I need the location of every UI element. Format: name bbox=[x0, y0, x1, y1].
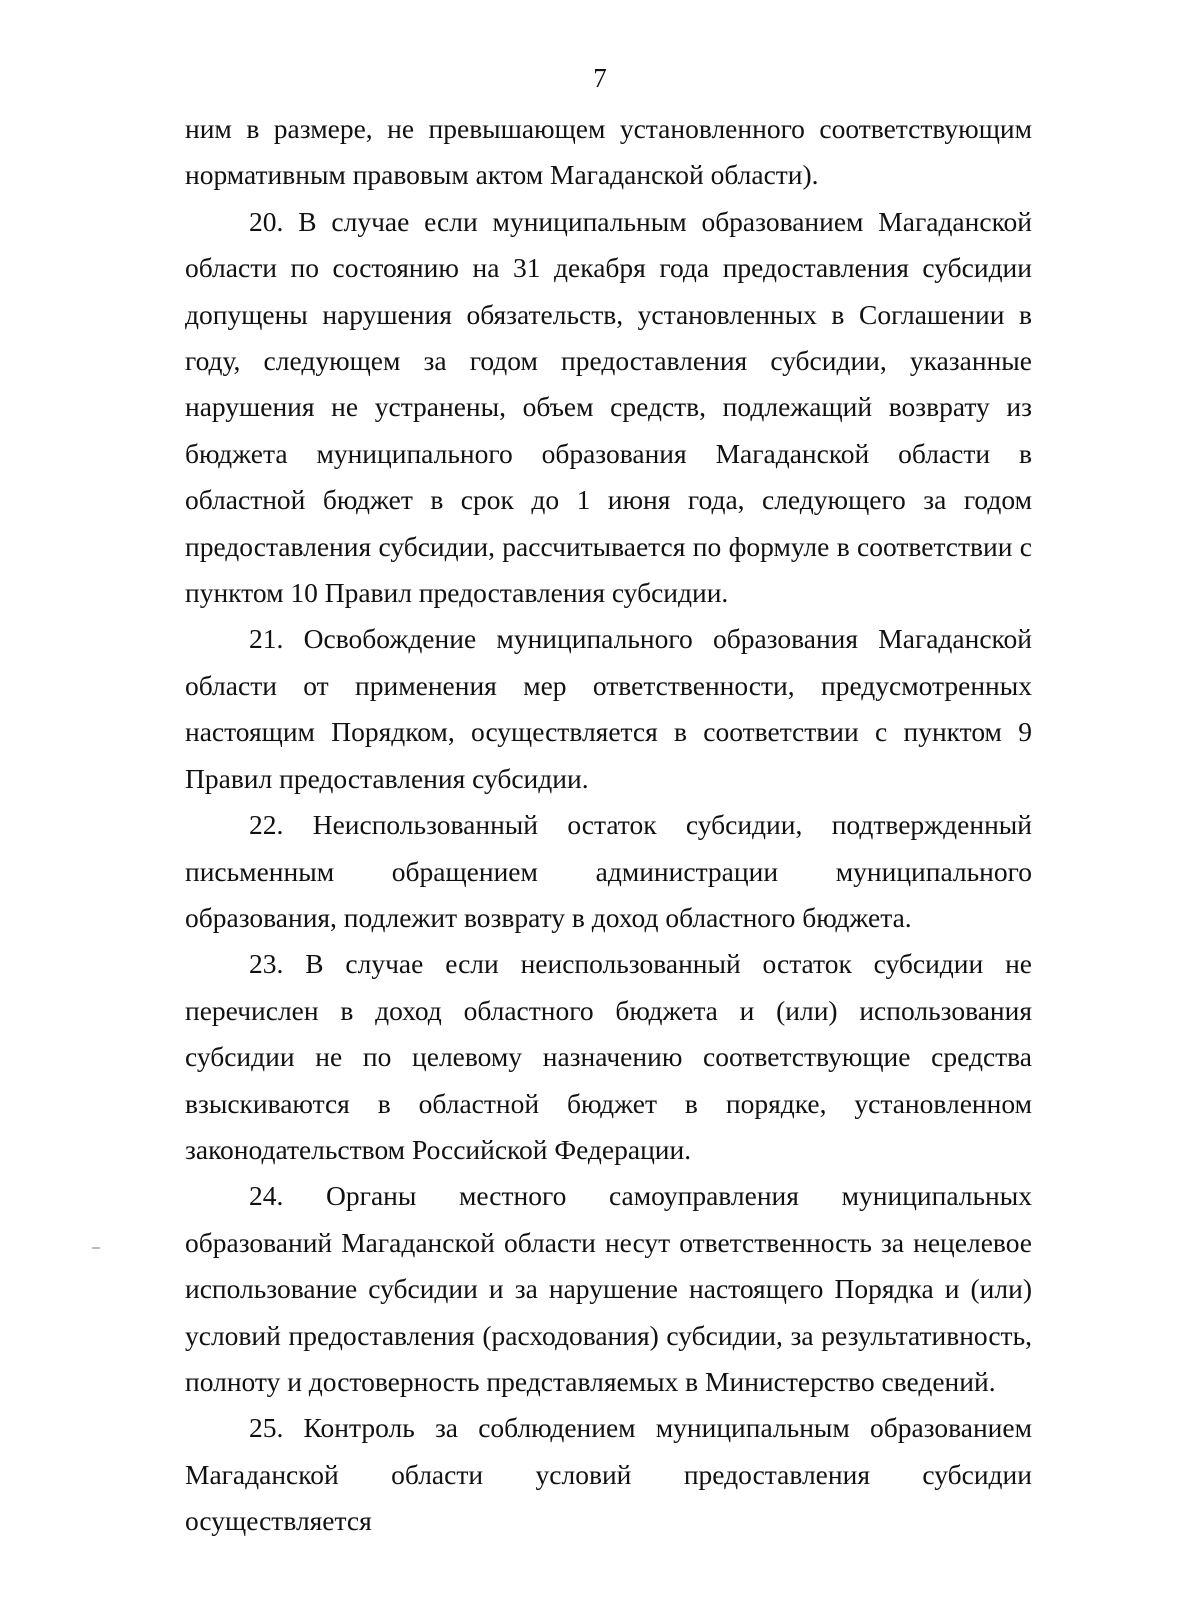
paragraph-24: 24. Органы местного самоуправления муниципальных образований Магаданской области несут ответственность за нецелевое использование субсидии и за нарушение настоящего Порядка и (или) условий предоставления (расходования) субсидии, за результативность, полноту и достоверность представляемых в Министерство сведений. bbox=[185, 1180, 1032, 1397]
paragraph-21: 21. Освобождение муниципального образования Магаданской области от применения мер ответственности, предусмотренных настоящим Порядком, осуществляется в соответствии с пунктом 9 Правил предоставления субсидии. bbox=[185, 623, 1032, 794]
paragraph-22: 22. Неиспользованный остаток субсидии, подтвержденный письменным обращением администрации муниципального образования, подлежит возврату в доход областного бюджета. bbox=[185, 809, 1032, 933]
paragraph-continuation: ним в размере, не превышающем установленного соответствующим нормативным правовым актом Магаданской области). bbox=[185, 113, 1032, 191]
margin-mark bbox=[92, 1247, 100, 1249]
document-body bbox=[185, 106, 1032, 1545]
paragraph-20: 20. В случае если муниципальным образованием Магаданской области по состоянию на 31 декабря года предоставления субсидии допущены нарушения обязательств, установленных в Соглашении в году, следующем за годом предоставления субсидии, указанные нарушения не устранены, объем средств, подлежащий возврату из бюджета муниципального образования Магаданской области в областной бюджет в срок до 1 июня года, следующего за годом предоставления субсидии, рассчитывается по формуле в соответствии с пунктом 10 Правил предоставления субсидии. bbox=[185, 205, 1032, 609]
paragraph-23: 23. В случае если неиспользованный остаток субсидии не перечислен в доход областного бюджета и (или) использования субсидии не по целевому назначению соответствующие средства взыскиваются в областной бюджет в порядке, установленном законодательством Российской Федерации. bbox=[185, 948, 1032, 1165]
paragraph-25: 25. Контроль за соблюдением муниципальным образованием Магаданской области условий предоставления субсидии осуществляется bbox=[185, 1412, 1032, 1537]
page-number: 7 bbox=[593, 63, 607, 93]
